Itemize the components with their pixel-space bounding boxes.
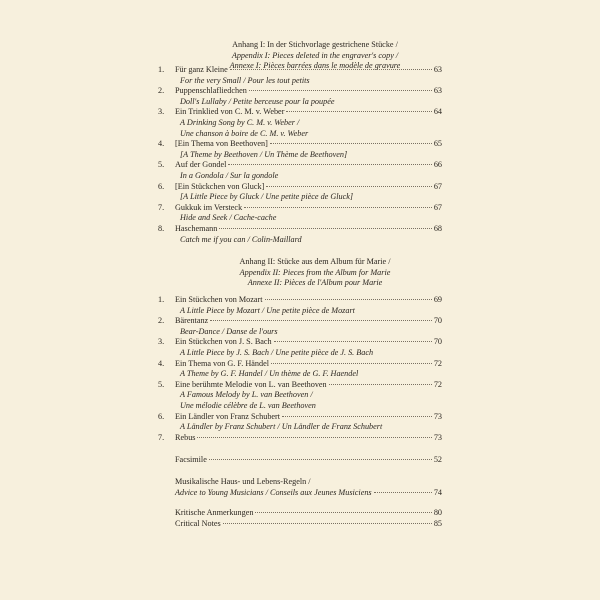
entry-title: Ein Thema von G. F. Händel: [175, 358, 270, 368]
entry-page: 72: [433, 358, 442, 368]
leader-dots: [228, 164, 431, 165]
entry-translation: A Theme by G. F. Handel / Un thème de G. F. Haendel: [180, 369, 359, 379]
leader-dots: [274, 341, 432, 342]
appendix2-heading: [150, 257, 480, 289]
leader-dots: [210, 320, 432, 321]
toc-entry: [158, 411, 442, 433]
toc-entry: [158, 65, 442, 86]
entry-number: 2.: [158, 316, 165, 326]
entry-title: Für ganz Kleine: [175, 65, 228, 74]
toc-entry: [158, 139, 442, 160]
entry-number: 2.: [158, 86, 165, 96]
leader-dots: [219, 228, 432, 229]
entry-translation: Bear-Dance / Danse de l'ours: [180, 326, 278, 336]
toc-entry: [158, 316, 442, 337]
toc-entry: [158, 295, 442, 316]
entry-number: 6.: [158, 411, 165, 421]
appendix1-heading-de: Anhang I: In der Stichvorlage gestrichene Stücke /: [232, 40, 398, 49]
entry-page: 73: [433, 411, 442, 421]
entry-translation: A Ländler by Franz Schubert / Un Ländler de Franz Schubert: [180, 422, 383, 432]
notes-entry: [175, 508, 442, 529]
toc-entry: [158, 358, 442, 380]
leader-dots: [329, 384, 432, 385]
leader-dots: [270, 143, 432, 144]
notes-en-title: Critical Notes: [175, 518, 221, 528]
leader-dots: [271, 363, 432, 364]
appendix1-heading-en: Appendix I: Pieces deleted in the engraver's copy /: [231, 50, 399, 60]
appendix2-heading-fr: Annexe II: Pièces de l'Album pour Marie: [247, 278, 383, 288]
rules-title-line1: Musikalische Haus- und Lebens-Regeln /: [175, 477, 311, 486]
appendix1-heading-fr: Annexe I: Pièces barrées dans le modèle de gravure: [229, 61, 401, 71]
notes-de-title: Kritische Anmerkungen: [175, 508, 254, 517]
leader-dots: [244, 207, 432, 208]
facsimile-entry: [175, 455, 442, 466]
entry-title: Haschemann: [175, 224, 218, 233]
facsimile-title: Facsimile: [175, 455, 207, 464]
leader-dots: [282, 416, 432, 417]
entry-number: 5.: [158, 379, 165, 389]
entry-page: 70: [433, 316, 442, 326]
entry-number: 1.: [158, 65, 165, 74]
entry-translation: Hide and Seek / Cache-cache: [180, 213, 277, 223]
toc-entry: [158, 107, 442, 139]
entry-translation: A Famous Melody by L. van Beethoven /: [180, 390, 313, 400]
entry-page: 64: [433, 107, 442, 117]
toc-entry: [158, 86, 442, 107]
entry-number: 6.: [158, 181, 165, 191]
entry-translation: Catch me if you can / Colin-Maillard: [180, 234, 302, 244]
toc-entry: [158, 379, 442, 412]
entry-title: Bärentanz: [175, 316, 209, 326]
entry-translation: For the very Small / Pour les tout petits: [180, 75, 310, 85]
entry-number: 4.: [158, 358, 165, 368]
notes-en-page: 85: [433, 518, 442, 528]
entry-translation: [A Little Piece by Gluck / Une petite pièce de Gluck]: [180, 192, 354, 202]
leader-dots: [286, 111, 431, 112]
rules-entry: [175, 477, 442, 498]
entry-number: 5.: [158, 160, 165, 170]
entry-number: 1.: [158, 295, 165, 304]
leader-dots: [197, 437, 431, 438]
entry-title: Ein Ländler von Franz Schubert: [175, 411, 281, 421]
appendix2-heading-en: Appendix II: Pieces from the Album for Marie: [239, 267, 391, 277]
entry-translation: A Little Piece by Mozart / Une petite pièce de Mozart: [180, 305, 355, 315]
entry-title: Ein Trinklied von C. M. v. Weber: [175, 107, 285, 117]
toc-entry: [158, 202, 442, 224]
entry-page: 70: [433, 337, 442, 347]
entry-translation: A Little Piece by J. S. Bach / Une petite pièce de J. S. Bach: [180, 347, 374, 357]
entry-translation: In a Gondola / Sur la gondole: [180, 170, 279, 180]
entry-number: 4.: [158, 139, 165, 149]
leader-dots: [223, 523, 432, 524]
entry-translation: Une chanson à boire de C. M. v. Weber: [180, 128, 309, 138]
entry-translation: Une mélodie célèbre de L. van Beethoven: [180, 400, 316, 410]
facsimile-page: 52: [433, 455, 442, 464]
toc-entry: [158, 181, 442, 203]
toc-entry: [158, 224, 442, 245]
leader-dots: [230, 69, 432, 70]
appendix2-heading-de: Anhang II: Stücke aus dem Album für Marie /: [239, 257, 391, 266]
entry-number: 3.: [158, 337, 165, 347]
entry-number: 7.: [158, 202, 165, 212]
notes-de-page: 80: [433, 508, 442, 517]
entry-number: 3.: [158, 107, 165, 117]
entry-translation: [A Theme by Beethoven / Un Thème de Beethoven]: [180, 149, 348, 159]
entry-page: 65: [433, 139, 442, 149]
entry-title: [Ein Thema von Beethoven]: [175, 139, 268, 149]
entry-translation: A Drinking Song by C. M. v. Weber /: [180, 117, 300, 127]
entry-page: 66: [433, 160, 442, 170]
rules-page: 74: [433, 487, 442, 497]
leader-dots: [255, 512, 431, 513]
leader-dots: [374, 492, 432, 493]
entry-title: Ein Stückchen von Mozart: [175, 295, 263, 304]
rules-title-line2: Advice to Young Musicians / Conseils aux Jeunes Musiciens: [175, 487, 372, 497]
entry-page: 69: [433, 295, 442, 304]
leader-dots: [249, 90, 432, 91]
entry-title: [Ein Stückchen von Gluck]: [175, 181, 265, 191]
toc-entry: [158, 160, 442, 181]
entry-page: 67: [433, 181, 442, 191]
entry-translation: Doll's Lullaby / Petite berceuse pour la poupée: [180, 96, 335, 106]
leader-dots: [266, 186, 431, 187]
entry-number: 7.: [158, 432, 165, 442]
entry-page: 72: [433, 379, 442, 389]
entry-number: 8.: [158, 224, 165, 233]
entry-title: Puppenschlafliedchen: [175, 86, 247, 96]
entry-title: Gukkuk im Versteck: [175, 202, 243, 212]
entry-page: 63: [433, 65, 442, 74]
entry-page: 73: [433, 432, 442, 442]
entry-page: 63: [433, 86, 442, 96]
leader-dots: [265, 299, 432, 300]
entry-page: 68: [433, 224, 442, 233]
entry-page: 67: [433, 202, 442, 212]
toc-entry: [158, 337, 442, 358]
entry-title: Rebus: [175, 432, 196, 442]
entry-title: Eine berühmte Melodie von L. van Beethoven: [175, 379, 327, 389]
entry-title: Auf der Gondel: [175, 160, 227, 170]
leader-dots: [209, 459, 432, 460]
entry-title: Ein Stückchen von J. S. Bach: [175, 337, 272, 347]
toc-entry: [158, 432, 442, 444]
